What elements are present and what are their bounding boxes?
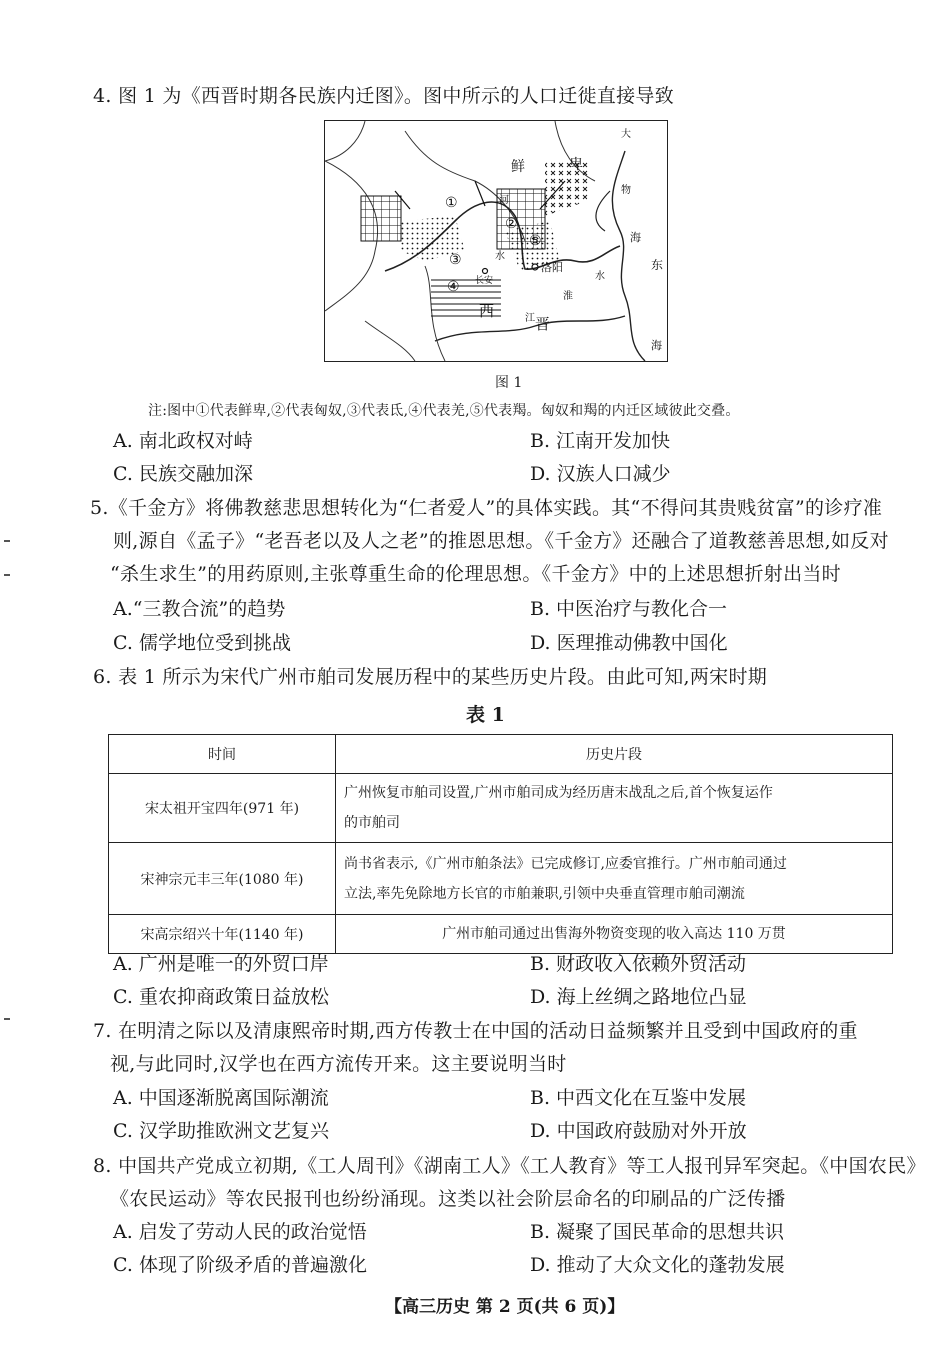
table-header-row (109, 735, 893, 774)
map-label: 海 (630, 231, 641, 244)
q4-option-b[interactable]: B. 江南开发加快 (530, 430, 671, 452)
binding-mark (4, 574, 10, 576)
q7-stem-line: 视,与此同时,汉学也在西方流传开来。这主要说明当时 (110, 1053, 567, 1075)
table-title: 表 1 (466, 704, 505, 726)
table-cell-time: 宋太祖开宝四年(971 年) (109, 774, 336, 843)
migration-arrow (475, 181, 485, 206)
q4-option-c[interactable]: C. 民族交融加深 (113, 463, 253, 485)
event-line: 尚书省表示,《广州市舶条法》已完成修订,应委官推行。广州市舶司通过 (344, 855, 787, 872)
q7-stem-line: 7. 在明清之际以及清康熙帝时期,西方传教士在中国的活动日益频繁并且受到中国政府的重 (93, 1020, 858, 1042)
migration-map (324, 120, 668, 362)
changan-marker (483, 269, 488, 274)
q7-option-a[interactable]: A. 中国逐渐脱离国际潮流 (113, 1087, 329, 1109)
map-label: 晋 (535, 315, 551, 333)
map-figure (325, 121, 667, 361)
event-line: 的市舶司 (344, 815, 400, 831)
marker-4: ④ (447, 279, 460, 295)
q5-option-b[interactable]: B. 中医治疗与教化合一 (530, 598, 728, 620)
table-cell-time: 宋高宗绍兴十年(1140 年) (109, 915, 336, 954)
liaodong-coast (596, 191, 610, 231)
boundary-line (325, 121, 365, 161)
q5-stem-line: 5.《千金方》将佛教慈悲思想转化为“仁者爱人”的具体实践。其“不得问其贵贱贫富”的诊疗准 (90, 497, 883, 519)
page-footer: 【高三历史 第 2 页(共 6 页)】 (385, 1297, 625, 1317)
q5-option-a[interactable]: A.“三教合流”的趋势 (113, 598, 286, 620)
q5-option-c[interactable]: C. 儒学地位受到挑战 (113, 632, 291, 654)
q6-option-c[interactable]: C. 重农抑商政策日益放松 (113, 986, 329, 1008)
map-label: 江 (525, 313, 535, 324)
q8-stem-line: 《农民运动》等农民报刊也纷纷涌现。这类以社会阶层命名的印刷品的广泛传播 (110, 1188, 786, 1210)
map-label: 西 (479, 302, 495, 320)
q8-option-b[interactable]: B. 凝聚了国民革命的思想共识 (530, 1221, 785, 1243)
q7-option-b[interactable]: B. 中西文化在互鉴中发展 (530, 1087, 747, 1109)
q5-option-d[interactable]: D. 医理推动佛教中国化 (530, 632, 728, 654)
map-label: 海 (651, 339, 662, 352)
q7-option-d[interactable]: D. 中国政府鼓励对外开放 (530, 1120, 747, 1142)
q8-option-c[interactable]: C. 体现了阶级矛盾的普遍激化 (113, 1254, 367, 1276)
xianbei-east-region (545, 161, 590, 216)
history-table (108, 734, 893, 954)
q6-stem: 6. 表 1 所示为宋代广州市舶司发展历程中的某些历史片段。由此可知,两宋时期 (93, 666, 768, 688)
map-label: 河 (499, 195, 509, 206)
q7-option-c[interactable]: C. 汉学助推欧洲文艺复兴 (113, 1120, 329, 1142)
xianbei-region (361, 196, 401, 241)
table-cell-event (336, 774, 893, 843)
table-row (109, 843, 893, 915)
binding-mark (4, 1018, 10, 1020)
binding-mark (4, 540, 10, 542)
marker-2: ② (505, 216, 518, 232)
marker-1: ① (445, 195, 458, 211)
table-header-event: 历史片段 (336, 735, 893, 774)
q8-option-a[interactable]: A. 启发了劳动人民的政治觉悟 (113, 1221, 367, 1243)
q8-stem-line: 8. 中国共产党成立初期,《工人周刊》《湖南工人》《工人教育》等工人报刊异军突起。《中国农民》 (93, 1155, 926, 1177)
map-label: 鲜 (511, 159, 525, 175)
q5-stem-line: 则,源自《孟子》“老吾老以及人之老”的推恩思想。《千金方》还融合了道教慈善思想,如反对 (113, 530, 889, 552)
q6-option-d[interactable]: D. 海上丝绸之路地位凸显 (530, 986, 747, 1008)
event-line: 广州市舶司通过出售海外物资变现的收入高达 110 万贯 (442, 926, 786, 942)
figure-caption: 图 1 (495, 375, 523, 391)
q4-stem: 4. 图 1 为《西晋时期各民族内迁图》。图中所示的人口迁徙直接导致 (93, 85, 675, 107)
boundary-line (365, 321, 415, 361)
q8-option-d[interactable]: D. 推动了大众文化的蓬勃发展 (530, 1254, 785, 1276)
figure-note: 注:图中①代表鲜卑,②代表匈奴,③代表氐,④代表羌,⑤代表羯。匈奴和羯的内迁区域彼此交叠。 (148, 403, 740, 419)
event-line: 立法,率先免除地方长官的市舶兼职,引领中央垂直管理市舶司潮流 (344, 885, 745, 902)
coastline (612, 151, 645, 361)
marker-3: ③ (449, 252, 462, 268)
map-label: 物 (621, 185, 631, 196)
q5-stem-line: “杀生求生”的用药原则,主张尊重生命的伦理思想。《千金方》中的上述思想折射出当时 (110, 563, 841, 585)
marker-5: ⑤ (529, 233, 542, 249)
q4-option-a[interactable]: A. 南北政权对峙 (113, 430, 253, 452)
map-label: 大 (621, 129, 631, 140)
map-label: 水 (595, 271, 605, 282)
map-label: 卑 (569, 157, 583, 173)
map-label-luoyang: 洛阳 (541, 261, 563, 274)
map-label: 淮 (563, 291, 573, 302)
event-line: 广州恢复市舶司设置,广州市舶司成为经历唐末战乱之后,首个恢复运作 (344, 785, 773, 801)
map-label: 水 (495, 251, 505, 262)
table-cell-time: 宋神宗元丰三年(1080 年) (109, 843, 336, 915)
table-cell-event (336, 843, 893, 915)
q6-option-b[interactable]: B. 财政收入依赖外贸活动 (530, 953, 747, 975)
table-row (109, 774, 893, 843)
map-label: 东 (651, 258, 664, 272)
map-label-changan: 长安 (475, 276, 494, 286)
q4-option-d[interactable]: D. 汉族人口减少 (530, 463, 671, 485)
table-header-time: 时间 (109, 735, 336, 774)
q6-option-a[interactable]: A. 广州是唯一的外贸口岸 (113, 953, 329, 975)
